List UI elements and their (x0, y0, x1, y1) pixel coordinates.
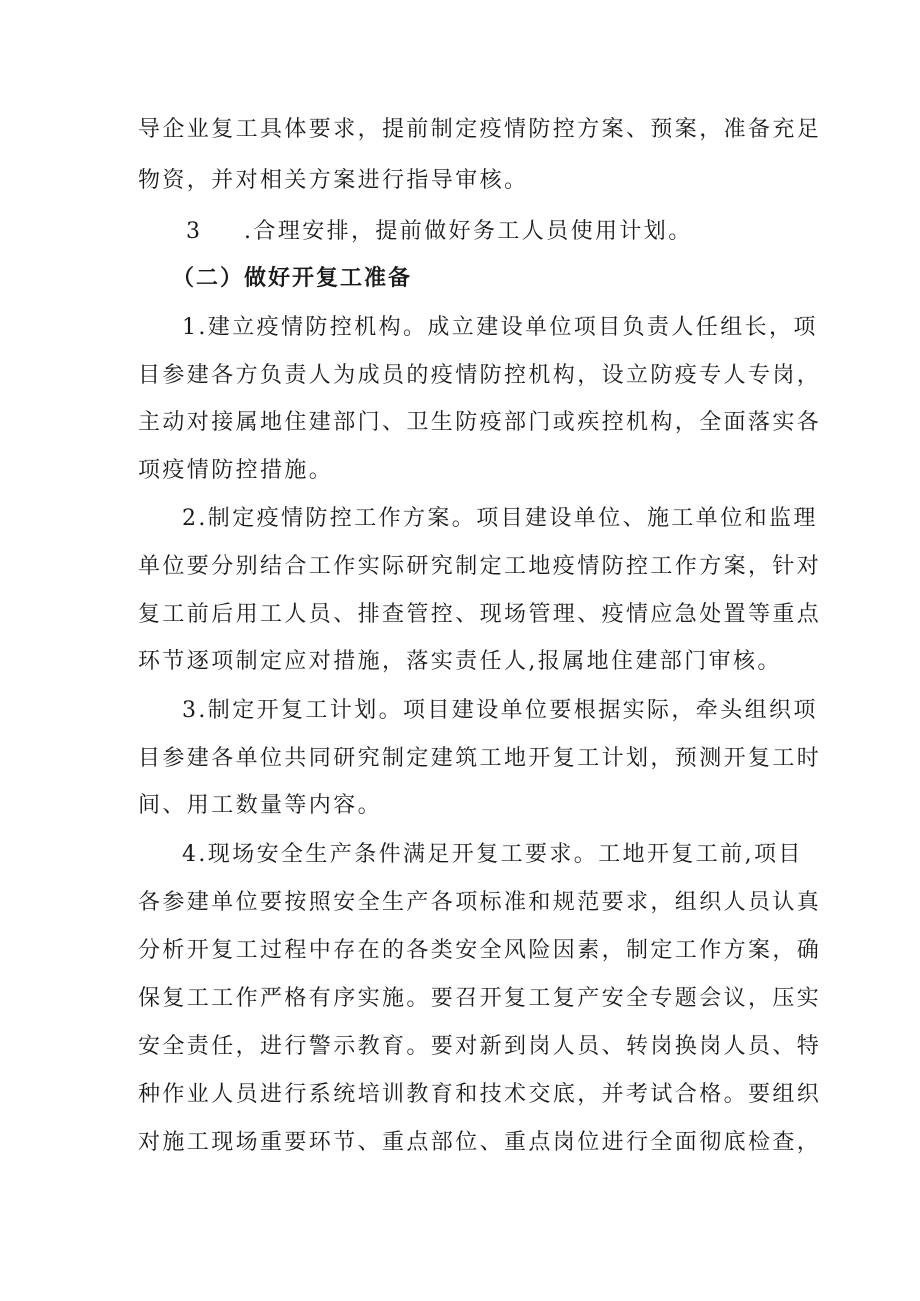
p1-line-2: 目参建各方负责人为成员的疫情防控机构，设立防疫专人专岗， (138, 363, 822, 388)
p3-line-1: 3.制定开复工计划。项目建设单位要根据实际，牵头组织项 (182, 698, 818, 723)
p4-line-5: 安全责任，进行警示教育。要对新到岗人员、转岗换岗人员、特 (138, 1034, 822, 1059)
intro-line-2: 物资，并对相关方案进行指导审核。 (138, 168, 529, 193)
p2-line-4: 环节逐项制定应对措施，落实责任人,报属地住建部门审核。 (138, 649, 782, 674)
item-3-number: 3 (186, 219, 203, 244)
p4-line-4: 保复工工作严格有序实施。要召开复工复产安全专题会议，压实 (138, 986, 822, 1011)
p2-line-1: 2.制定疫情防控工作方案。项目建设单位、施工单位和监理 (182, 506, 818, 531)
intro-line-1: 导企业复工具体要求，提前制定疫情防控方案、预案，准备充足 (138, 117, 822, 142)
p1-line-3: 主动对接属地住建部门、卫生防疫部门或疾控机构，全面落实各 (138, 410, 822, 435)
p4-line-2: 各参建单位要按照安全生产各项标准和规范要求，组织人员认真 (138, 890, 822, 915)
p4-line-1: 4.现场安全生产条件满足开复工要求。工地开复工前,项目 (182, 842, 803, 867)
section-heading: （二）做好开复工准备 (172, 266, 413, 291)
p2-line-3: 复工前后用工人员、排查管控、现场管理、疫情应急处置等重点 (138, 602, 822, 627)
item-3-text: .合理安排，提前做好务工人员使用计划。 (244, 219, 693, 244)
p1-line-4: 项疫情防控措施。 (138, 458, 334, 483)
p1-line-1: 1.建立疫情防控机构。成立建设单位项目负责人任组长，项 (182, 315, 818, 340)
p3-line-2: 目参建各单位共同研究制定建筑工地开复工计划，预测开复工时 (138, 746, 822, 771)
p4-line-7: 对施工现场重要环节、重点部位、重点岗位进行全面彻底检查， (138, 1130, 822, 1155)
p4-line-6: 种作业人员进行系统培训教育和技术交底，并考试合格。要组织 (138, 1082, 822, 1107)
p2-line-2: 单位要分别结合工作实际研究制定工地疫情防控工作方案，针对 (138, 554, 822, 579)
p3-line-3: 间、用工数量等内容。 (138, 793, 383, 818)
p4-line-3: 分析开复工过程中存在的各类安全风险因素，制定工作方案，确 (138, 938, 822, 963)
